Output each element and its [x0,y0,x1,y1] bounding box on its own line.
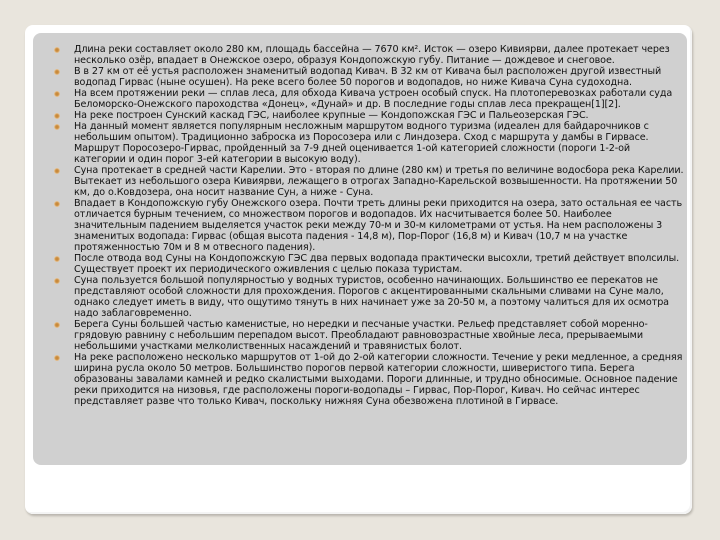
item-text: В в 27 км от её устья расположен знаменитый водопад Кивач. В 32 км от Кивача был расположен другой известный водопад Гирвас (ныне осушен). На реке всего более 50 порогов и водопадов, но ниже Кивача Суна судоходна. [74,66,662,88]
bullet-icon [54,124,60,130]
list-item [54,44,684,66]
item-text: Длина реки составляет около 280 км, площадь бассейна — 7670 км². Исток — озеро Кивиярви, далее протекает через несколько озёр, впадает в Онежское озеро, образуя Кондопожскую губу. Питание — дождевое и снеговое. [74,44,670,66]
item-text: На реке построен Сунский каскад ГЭС, наиболее крупные — Кондопожская ГЭС и Пальеозерская ГЭС. [74,110,589,121]
list-item [54,88,684,110]
item-text: Берега Суны большей частью каменистые, но нередки и песчаные участки. Рельеф представляет собой моренно-грядовую равнину с небольшим перепадом высот. Преобладают равновозрастные хвойные леса, прерываемыми небольшими участками мелколиственных насаждений и травянистых болот. [74,319,648,352]
bullet-icon [54,256,60,262]
bullet-list [54,44,684,407]
list-item [54,110,684,121]
bullet-icon [54,201,60,207]
bullet-icon [54,168,60,174]
bullet-icon [54,69,60,75]
list-item [54,165,684,198]
list-item [54,253,684,275]
bullet-icon [54,278,60,284]
item-text: На данный момент является популярным несложным маршрутом водного туризма (идеален для байдарочников с небольшим опытом). Традиционно заброска из Поросозера или с Линдозера. Сход с маршрута у дамбы в Гирвасе. Маршрут Поросозеро-Гирвас, пройденный за 7-9 дней оценивается 1-ой категорией сложности (пороги 1-2-ой категории и один порог 3-ей категории в высокую воду). [74,121,649,165]
bullet-icon [54,355,60,361]
item-text: Суна пользуется большой популярностью у водных туристов, особенно начинающих. Большинство ее перекатов не представляют особой сложности для прохождения. Порогов с акцентированными скальными сливами на Суне мало, однако следует иметь в виду, что ощутимо тянуть в них начинает уже за 20-50 м, а поэтому чалиться для их осмотра надо заблаговременно. [74,275,669,319]
item-text: Впадает в Кондопожскую губу Онежского озера. Почти треть длины реки приходится на озера, зато остальная ее часть отличается бурным течением, со множеством порогов и водопадов. Их насчитывается более 50. Наиболее значительным падением выделяется участок реки между 70-м и 30-м километрами от устья. На нем расположены 3 знаменитых водопада: Гирвас (общая высота падения - 14,8 м), Пор-Порог (16,8 м) и Кивач (10,7 м на участке протяженностью 70м и 8 м отвесного падения). [74,198,683,253]
list-item [54,121,684,165]
item-text: После отвода вод Суны на Кондопожскую ГЭС два первых водопада практически высохли, третий действует вполсилы. Существует проект их периодического оживления с целью показа туристам. [74,253,680,275]
bullet-icon [54,113,60,119]
list-item [54,66,684,88]
list-item [54,352,684,407]
bullet-icon [54,91,60,97]
list-item [54,319,684,352]
item-text: На реке расположено несколько маршрутов от 1-ой до 2-ой категории сложности. Течение у реки медленное, а средняя ширина русла около 50 метров. Большинство порогов первой категории сложности, шиверистого типа. Берега образованы завалами камней и редко скалистыми выходами. Пороги длинные, и трудно обносимые. Основное падение реки приходится на низовья, где расположены пороги-водопады – Гирвас, Пор-Порог, Кивач. Но сейчас интерес представляет разве что только Кивач, поскольку нижняя Суна обезвожена плотиной в Гирвасе. [74,352,683,407]
item-text: На всем протяжении реки — сплав леса, для обхода Кивача устроен особый спуск. На плотоперевозках работали суда Беломорско-Онежского пароходства «Донец», «Дунай» и др. В последние годы сплав леса прекращен[1][2]. [74,88,673,110]
bullet-icon [54,47,60,53]
item-text: Суна протекает в средней части Карелии. Это - вторая по длине (280 км) и третья по величине водосбора река Карелии. Вытекает из небольшого озера Кивиярви, лежащего в отрогах Западно-Карельской возвышенности. На протяжении 50 км, до о.Ковдозера, она носит название Сун, а ниже - Суна. [74,165,684,198]
list-item [54,275,684,319]
list-item [54,198,684,253]
bullet-icon [54,322,60,328]
